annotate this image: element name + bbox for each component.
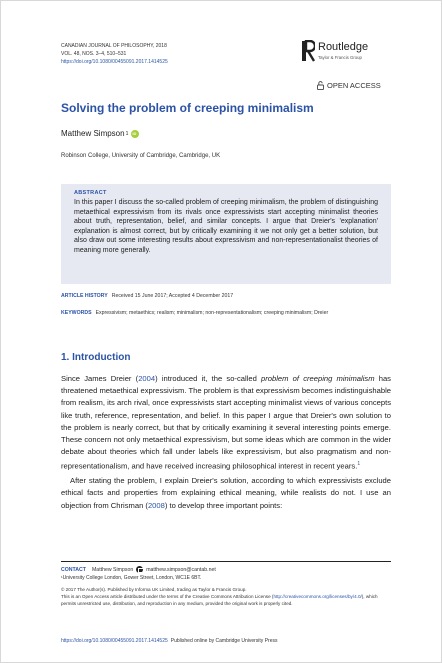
footer-text: Published online by Cambridge University Press [170,638,278,644]
license-text [61,587,391,607]
license-terms [61,594,391,608]
paragraph-2 [61,475,391,512]
license-terms-b: ), which permits unrestricted use, distribution, and reproduction in any medium, provided the original work is properly cited. [61,593,378,606]
publisher-logo [301,39,391,65]
email-icon [136,566,143,573]
footnote-1-link[interactable]: 1 [357,461,361,468]
open-access-label: OPEN ACCESS [327,81,381,90]
section-heading: 1. Introduction [61,352,131,363]
keywords-text: Expressivism; metaethics; realism; minimalism; non-representationalism; creeping minimalism; Dreier [95,310,329,316]
keywords-label: KEYWORDS [61,310,92,316]
p2-text-a: After stating the problem, I explain Dreier's solution, according to which expressivists exclude ethical facts and properties from explaining ethical meaning, while realists do not. I use an objection from Chrisman ( [61,476,391,510]
footer-doi-link[interactable]: https://doi.org/10.1080/00455091.2017.1414525 [61,638,168,644]
footnote-divider [61,561,391,562]
contact-note: ¹University College London, Gower Street, London, WC1E 6BT. [61,575,202,581]
journal-name: CANADIAN JOURNAL OF PHILOSOPHY, 2018 [61,43,167,49]
contact-line [61,566,216,573]
journal-doi-link[interactable]: https://doi.org/10.1080/00455091.2017.1414525 [61,59,168,65]
p1-text-a: Since James Dreier ( [61,374,139,383]
license-copyright: © 2017 The Author(s). Published by Informa UK Limited, trading as Taylor & Francis Group. [61,587,247,592]
author-mark: 1 [125,130,129,137]
keywords [61,309,367,317]
p1-text-c: has threatened metaethical expressivism. The problem is that expressivism becomes indistinguishable from realism, its arch rival, once expressivists start accepting minimalist views of various concepts like truth, reference, representation, and belief. In this paper I argue that Dreier's own solution to the problem is nearly correct, but that by critically examining it several interesting points emerge. These concern not only metaethical expressivism, but some ideas which are common in the wider debate about theories which fall under labels like expressivism, but also pragmatism and non-representationalism, and have received increasing philosophical interest in recent years. [61,374,391,471]
author-name[interactable]: Matthew Simpson [61,129,125,138]
abstract-box [61,184,391,284]
article-history-label: ARTICLE HISTORY [61,293,108,299]
publisher-name: Routledge [318,41,369,53]
author-affiliation: Robinson College, University of Cambridge, Cambridge, UK [61,153,221,159]
body-text [61,373,391,512]
citation-dreier-link[interactable]: 2004 [138,374,156,383]
citation-chrisman-link[interactable]: 2008 [147,500,165,510]
p2-text-b: ) to develop three important points: [164,500,283,510]
journal-volume: VOL. 48, NOS. 3–4, 510–531 [61,51,127,57]
publisher-subtitle: Taylor & Francis Group [318,55,362,60]
contact-label: CONTACT [61,566,86,573]
article-title: Solving the problem of creeping minimalism [61,101,314,115]
abstract-label: ABSTRACT [74,190,107,196]
open-lock-icon [317,81,324,90]
license-link[interactable]: http://creativecommons.org/licenses/by/4.0/ [273,593,362,599]
open-access-badge [317,81,381,90]
p1-text-b: ) introduced it, the so-called [155,374,262,383]
page-footer [61,638,277,644]
orcid-icon[interactable] [131,130,139,138]
article-history-text: Received 15 June 2017; Accepted 4 December 2017 [111,293,234,299]
paragraph-1 [61,373,391,473]
routledge-logo-icon [301,40,315,62]
abstract-text: In this paper I discuss the so-called problem of creeping minimalism, the problem of distinguishing metaethical expressivism from its rivals once expressivists start accepting minimalist theories about truth, representation, belief, and similar concepts. I argue that Dreier's 'explanation' explanation is almost correct, but by critically examining it we not only get a better solution, but also draw out some interesting results about expressivism and non-representationalist theories of meaning more generally. [74,199,378,254]
author-line [61,129,139,138]
license-terms-a: This is an Open Access article distributed under the terms of the Creative Commons Attribution License ( [61,593,274,599]
p1-emphasis: problem of creeping minimalism [261,374,375,383]
contact-name: Matthew Simpson [91,566,134,573]
contact-email-link[interactable]: matthew.simpson@cantab.net [146,566,216,573]
article-history [61,293,233,299]
journal-meta [61,42,271,66]
